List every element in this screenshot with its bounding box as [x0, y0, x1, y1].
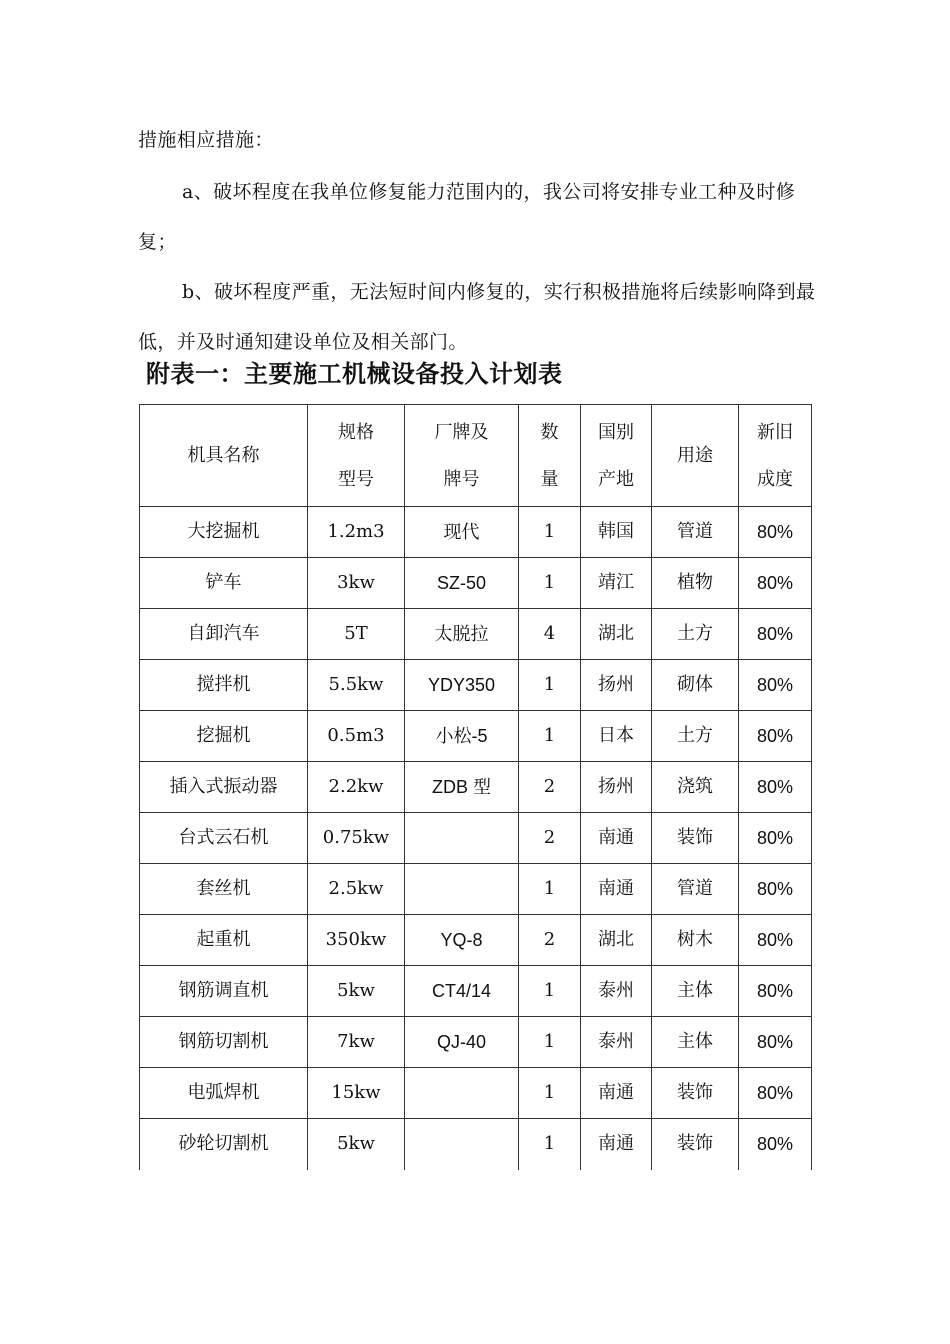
- table-row: [140, 864, 812, 915]
- table-row: [140, 813, 812, 864]
- cell-origin: 泰州: [581, 1017, 652, 1068]
- header-text: 用途: [677, 444, 713, 466]
- equipment-table: [139, 404, 812, 1170]
- cell-spec: 5.5kw: [308, 660, 405, 711]
- cell-brand: 太脱拉: [405, 609, 519, 660]
- cell-qty: 1: [519, 1068, 581, 1119]
- cell-condition: 80%: [739, 558, 812, 609]
- cell-name: 铲车: [140, 558, 308, 609]
- header-cell: [308, 405, 405, 507]
- table-row: [140, 609, 812, 660]
- cell-brand: YQ-8: [405, 915, 519, 966]
- cell-brand: [405, 813, 519, 864]
- cell-name: 大挖掘机: [140, 507, 308, 558]
- cell-name: 自卸汽车: [140, 609, 308, 660]
- cell-spec: 0.5m3: [308, 711, 405, 762]
- table-title: 附表一：主要施工机械设备投入计划表: [146, 359, 563, 388]
- cell-condition: 80%: [739, 1119, 812, 1170]
- cell-brand: [405, 864, 519, 915]
- header-text: 机具名称: [187, 444, 260, 466]
- cell-qty: 1: [519, 864, 581, 915]
- header-text: 规格: [338, 421, 374, 443]
- cell-usage: 装饰: [652, 813, 739, 864]
- cell-usage: 装饰: [652, 1119, 739, 1170]
- table-body: [140, 507, 812, 1170]
- cell-name: 挖掘机: [140, 711, 308, 762]
- header-cell: [581, 405, 652, 507]
- cell-spec: 2.2kw: [308, 762, 405, 813]
- cell-spec: 5T: [308, 609, 405, 660]
- cell-brand: YDY350: [405, 660, 519, 711]
- cell-qty: 1: [519, 660, 581, 711]
- cell-name: 电弧焊机: [140, 1068, 308, 1119]
- cell-brand: QJ-40: [405, 1017, 519, 1068]
- cell-brand: 现代: [405, 507, 519, 558]
- paragraph-line: 复；: [138, 231, 177, 253]
- cell-origin: 扬州: [581, 660, 652, 711]
- header-cell: [519, 405, 581, 507]
- cell-spec: 15kw: [308, 1068, 405, 1119]
- header-cell: [652, 405, 739, 507]
- cell-usage: 管道: [652, 507, 739, 558]
- cell-name: 钢筋调直机: [140, 966, 308, 1017]
- cell-spec: 5kw: [308, 966, 405, 1017]
- cell-spec: 7kw: [308, 1017, 405, 1068]
- cell-condition: 80%: [739, 711, 812, 762]
- table-row: [140, 915, 812, 966]
- cell-name: 搅拌机: [140, 660, 308, 711]
- cell-name: 起重机: [140, 915, 308, 966]
- table-row: [140, 1119, 812, 1170]
- cell-spec: 1.2m3: [308, 507, 405, 558]
- cell-condition: 80%: [739, 966, 812, 1017]
- cell-origin: 扬州: [581, 762, 652, 813]
- cell-name: 插入式振动器: [140, 762, 308, 813]
- cell-origin: 南通: [581, 1068, 652, 1119]
- cell-usage: 浇筑: [652, 762, 739, 813]
- header-text: 产地: [598, 468, 634, 490]
- cell-name: 台式云石机: [140, 813, 308, 864]
- header-text: 量: [540, 468, 559, 490]
- cell-usage: 主体: [652, 1017, 739, 1068]
- cell-name: 砂轮切割机: [140, 1119, 308, 1170]
- table-row: [140, 558, 812, 609]
- cell-qty: 2: [519, 813, 581, 864]
- cell-brand: CT4/14: [405, 966, 519, 1017]
- table-row: [140, 507, 812, 558]
- header-text: 国别: [598, 421, 634, 443]
- table-row: [140, 762, 812, 813]
- table-row: [140, 1068, 812, 1119]
- header-cell: [739, 405, 812, 507]
- cell-usage: 主体: [652, 966, 739, 1017]
- cell-condition: 80%: [739, 1068, 812, 1119]
- cell-qty: 4: [519, 609, 581, 660]
- cell-condition: 80%: [739, 813, 812, 864]
- header-text: 厂牌及: [434, 421, 489, 443]
- cell-qty: 2: [519, 762, 581, 813]
- cell-name: 钢筋切割机: [140, 1017, 308, 1068]
- cell-origin: 韩国: [581, 507, 652, 558]
- cell-origin: 南通: [581, 813, 652, 864]
- cell-spec: 350kw: [308, 915, 405, 966]
- cell-origin: 靖江: [581, 558, 652, 609]
- table-header-row: [140, 405, 812, 507]
- header-text: 牌号: [443, 468, 480, 490]
- table-row: [140, 711, 812, 762]
- table-row: [140, 660, 812, 711]
- cell-condition: 80%: [739, 507, 812, 558]
- cell-condition: 80%: [739, 660, 812, 711]
- cell-spec: 2.5kw: [308, 864, 405, 915]
- cell-condition: 80%: [739, 915, 812, 966]
- table-row: [140, 1017, 812, 1068]
- header-text: 型号: [338, 468, 374, 490]
- cell-usage: 树木: [652, 915, 739, 966]
- cell-brand: ZDB 型: [405, 762, 519, 813]
- cell-condition: 80%: [739, 864, 812, 915]
- paragraph-line: 措施相应措施：: [138, 129, 274, 151]
- cell-name: 套丝机: [140, 864, 308, 915]
- cell-origin: 湖北: [581, 915, 652, 966]
- cell-origin: 日本: [581, 711, 652, 762]
- header-text: 成度: [757, 468, 793, 490]
- cell-brand: [405, 1068, 519, 1119]
- cell-origin: 湖北: [581, 609, 652, 660]
- cell-origin: 泰州: [581, 966, 652, 1017]
- cell-brand: SZ-50: [405, 558, 519, 609]
- cell-qty: 1: [519, 558, 581, 609]
- cell-usage: 植物: [652, 558, 739, 609]
- cell-condition: 80%: [739, 609, 812, 660]
- cell-spec: 0.75kw: [308, 813, 405, 864]
- cell-qty: 1: [519, 1119, 581, 1170]
- paragraph-line: 低，并及时通知建设单位及相关部门。: [138, 331, 468, 353]
- cell-brand: 小松-5: [405, 711, 519, 762]
- cell-condition: 80%: [739, 1017, 812, 1068]
- cell-condition: 80%: [739, 762, 812, 813]
- header-text: 新旧: [757, 421, 793, 443]
- table-row: [140, 966, 812, 1017]
- cell-qty: 1: [519, 507, 581, 558]
- cell-qty: 1: [519, 711, 581, 762]
- paragraph-line: a、破坏程度在我单位修复能力范围内的，我公司将安排专业工种及时修: [182, 181, 796, 203]
- paragraph-line: b、破坏程度严重，无法短时间内修复的，实行积极措施将后续影响降到最: [182, 281, 816, 303]
- header-cell: [140, 405, 308, 507]
- cell-qty: 1: [519, 1017, 581, 1068]
- cell-usage: 土方: [652, 609, 739, 660]
- header-text: 数: [540, 421, 559, 443]
- cell-origin: 南通: [581, 864, 652, 915]
- header-cell: [405, 405, 519, 507]
- cell-qty: 1: [519, 966, 581, 1017]
- cell-usage: 装饰: [652, 1068, 739, 1119]
- cell-spec: 3kw: [308, 558, 405, 609]
- cell-origin: 南通: [581, 1119, 652, 1170]
- cell-usage: 土方: [652, 711, 739, 762]
- cell-usage: 管道: [652, 864, 739, 915]
- cell-qty: 2: [519, 915, 581, 966]
- cell-brand: [405, 1119, 519, 1170]
- cell-usage: 砌体: [652, 660, 739, 711]
- cell-spec: 5kw: [308, 1119, 405, 1170]
